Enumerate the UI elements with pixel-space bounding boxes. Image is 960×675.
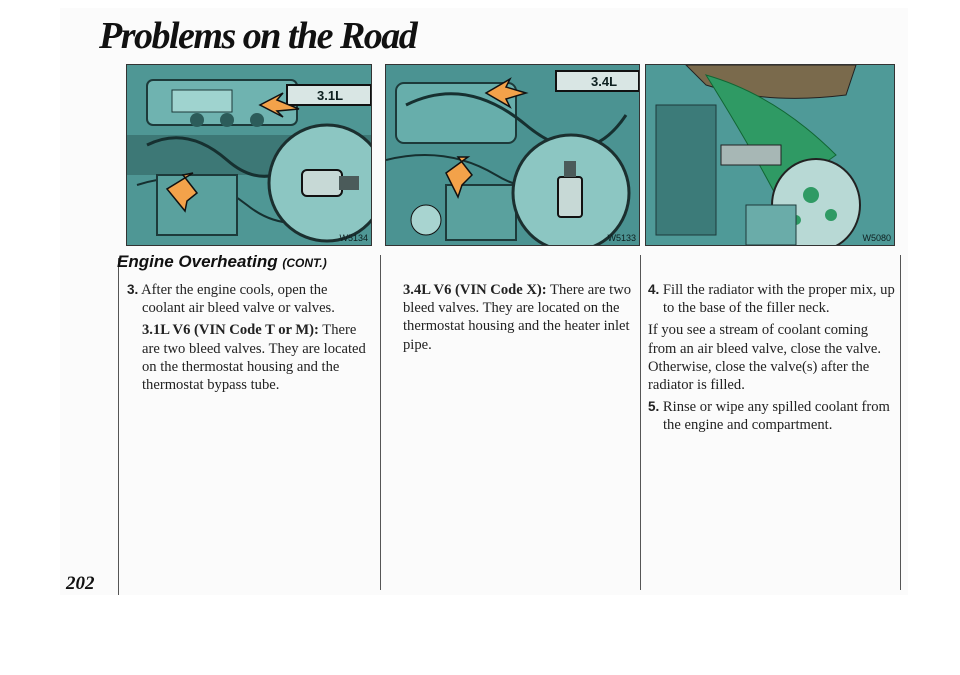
engine-3-1l-note: 3.1L V6 (VIN Code T or M): There are two bleed valves. They are located on the thermostat housing and the thermostat bypass tube.: [142, 322, 366, 394]
section-heading: Engine Overheating (CONT.): [117, 252, 327, 271]
column-divider: [900, 255, 901, 590]
engine-photo-3-1l: [126, 64, 372, 246]
page-number: 202: [66, 573, 95, 594]
engine-label: 3.1L: [317, 88, 344, 103]
page-title: Problems on the Road: [99, 15, 417, 57]
step-5: 5. Rinse or wipe any spilled coolant from the engine and compartment.: [648, 399, 890, 434]
engine-label: 3.4L: [591, 74, 618, 89]
engine-3-4l-illustration: [386, 65, 639, 245]
photo-code: W5134: [339, 233, 368, 243]
photo-code: W5133: [607, 233, 636, 243]
radiator-fill-illustration: [646, 65, 894, 245]
column-3: [648, 281, 896, 439]
step-4: 4. Fill the radiator with the proper mix, up to the base of the filler neck.: [648, 282, 895, 317]
engine-3-4l-note: 3.4L V6 (VIN Code X): There are two bleed valves. They are located on the thermostat housing and the heater inlet pipe.: [403, 282, 632, 353]
continued-label: (CONT.): [282, 256, 327, 270]
photo-code: W5080: [862, 233, 891, 243]
column-divider: [640, 255, 641, 590]
column-2: [388, 281, 633, 358]
bleed-valve-note: If you see a stream of coolant coming from an air bleed valve, close the valve. Otherwise, close the valve(s) after the radiator is filled.: [648, 322, 881, 394]
engine-photo-3-4l: [385, 64, 640, 246]
column-divider: [380, 255, 381, 590]
column-1: [127, 281, 372, 398]
radiator-fill-photo: [645, 64, 895, 246]
step-3: 3. After the engine cools, open the coolant air bleed valve or valves.: [127, 282, 335, 317]
left-rule: [118, 258, 119, 595]
